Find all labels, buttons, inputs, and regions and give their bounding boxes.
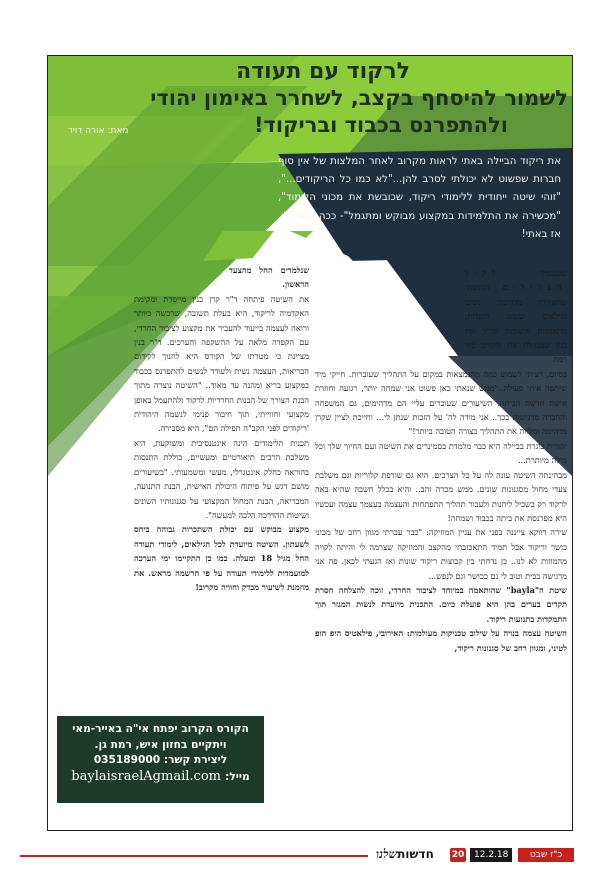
col-right-p6: שיטת ה"bayla" שהותאמה במיוחד לציבור החרדי, זוכה להצלחה חסרת תקדים בערים בהן היא פועלת כיום. התכנית מיועדת לנשות המגזר תוך התמקדות בתנועות ריקוד. [315, 584, 567, 624]
article-column-left [134, 263, 309, 594]
footer-brand [376, 847, 434, 862]
page-number: 20 [451, 850, 465, 860]
intro-paragraph: את ריקוד הביילה באתי לראות מקרוב לאחר המלצות של אין סוף חברות שפשוט לא יכולתי לסרב להן..."לא כמו כל הריקודים...", "זוהי שיטה ייחודית ללימודי ריקוד, שכובשת את מכוני הלימוד", "מכשירה את התלמידות במקצוע מבוקש ומתגמל"- ככה אמרו לי. אז באתי! [278, 156, 561, 240]
phone-number[interactable]: 035189000 [93, 754, 161, 766]
title-line-3: ולהתפרנס בכבוד ובריקוד! [253, 113, 508, 137]
contact-mail-row [57, 769, 264, 786]
col-right-p7: השיטה עצמה בנויה על שילוב טכניקות מעולמות: האירובי, פילאטיס היפ הופ לטיני, ומגוון רחב של סגנונות ריקוד, [315, 628, 567, 653]
col-right-p4: מבחינתה השיטה עונה לה על כל הצרכים. היא גם שורפת קלוריות וגם משלבת צעדי מחול מסגנונות שונים. ממש מכרה זהב.. והיא בכלל חשבה שהיא באה לרקוד רק בשביל ליהנות ולעבור תהליך התפתחות והעצמה בעצמך עצמה ועכשיו היא מפרנסת את ביתה בכבוד ושמחה! [315, 469, 567, 523]
contact-line-2: ויתקיים בחזון איש, רמת גן. [94, 738, 227, 751]
phone-label: ליצירת קשר: [163, 754, 228, 766]
contact-box [57, 716, 264, 803]
byline: מאת: אורה דויד [68, 126, 129, 136]
col-right-p2: בסיום, רציתי לשמוע כמה מהנמצאות במקום על התהליך שעוברות. חייקי מיד שיתפה איתי פעולה.."ממש שנאתי כאן פשוט אני שמחה יותר, רגועה וחוזרת אישה חדשה הביתה. השיעורים שעוברים עליי הם מדהימים, גם המשפחה והחברה מרגישות בכך.. אני מודה לה' על הזכות שנתן לי... וחייכת לציין שקרן מדהימה ומלווה את התהליך בצורה הטובה ביותר!" [315, 368, 567, 437]
col-right-p1-plain: שנכנסתי [540, 268, 567, 278]
col-left-p4: מקצוע מבוקש עם יכולת השתכרות גבוהה ביחס לשעתון. השיטה מיועדת לכל הגילאים, לימודי תעודה החל מגיל 18 ומעלה. כמו כן התקיימו ימי הערכה למועמדות ללימודי תעודה על פי הרשמה מראש. את מוזמנת לשיעור מבדק וחוויה מקרוב! [134, 524, 309, 592]
col-right-p1-spaced: לקול הצלילים [465, 268, 567, 293]
brand-suffix: שלנו [376, 847, 398, 861]
col-right-p5: שירה דווקא צייננה בפני את עניין המוזיקה: "כבר עברתי מגוון רחב של מכוני כושר וריקוד אבל תמיד התאכזבתי מהקצב והמוזיקה שצרמה לי והיתה לקויה מהמוזות לא לנו.. כן נדחתי בין קבוצות ריקוד שונות ואז הגעתי לכאן. פה אני מרגישה בבית וטוב לי גם ככושר וגם לנפש... [315, 527, 567, 581]
contact-phone-row [57, 753, 264, 769]
footer-date: 12.2.18 [470, 848, 512, 862]
footer-rule [20, 855, 368, 857]
brand-name: חדשות [397, 847, 434, 861]
col-left-p1: שנלמדים החל מהצעד הראשון. [229, 265, 309, 290]
article-column-right [315, 266, 567, 655]
col-right-p3: יהודית בוגרת בביילה היא כבר מלמדת בסמינרים את השיטה ועם החיוך שלך וכל מילה מיותרת... [315, 440, 567, 466]
footer-hebrew-date: כ"ז שבט [518, 848, 574, 862]
col-left-p2: את השיטה פיתחה ד"ר קרן בנין מייסדת ומקימת האקדמיה לריקוד, היא בעלת תשובה, שרכשה ביותר ורואה לעצמה כייעוד להעביר את מקצוע לציבור החרדי, עם הקפדה מלאה על ההשקפה והערכים. ד"ר בנין מציינת כי מטרתו של הקורס היא לחנוך לקידום הבריאות, העצמה נשית ולעודד לנשים להתפרנס בכבוד במקצוע בריא ומהנה עד מאוד.. "השיטה נוצרה מתוך הבנת הצורך של הבנות החרדיות לרקוד ולהתעמל באופן מקצועי וחווייתי, תוך חיבור פנימי לנשמה היהודית 'ריקודים לפני הקב"ה תפילה הם", היא מסבירה. [134, 293, 309, 434]
email-address[interactable]: baylaisraelAgmail.com [71, 768, 221, 784]
col-left-p3: תכנית הלימודים הינה אינטנסיבית ומשוקעת, היא משלבת הרבים תיאורטיים ומעשיים, כוללת התנסות בהוראה כחלק אינטגרלי, מעשי ומשמעותי. "בשיעורים מושם דגש על פיתוח היכולת האישית, הבנת התנועה, המבריאה, הבנת המחול המקצועי על סגנונותיו השונים ושיטות ההדרכה הלכה למעשה". [134, 437, 309, 520]
title-line-1: לרקוד עם תעודה [236, 59, 410, 84]
page-footer [0, 847, 614, 871]
title-line-2: לשמור להיסחף בקצב, לשחרר באימון יהודי [150, 86, 568, 110]
mail-label: מייל: [225, 770, 250, 783]
article-frame [47, 55, 573, 831]
contact-line-1: הקורס הקרוב יפתח אי"ה באייר-מאי [72, 723, 249, 735]
col-right-p1-rest: הרגשתי שהאווירה מדהימה. נשים בגילאים שונים רוקדות, מתאמנות וקשובות לד"ר קרן בנין שמנהלת את הקורס ביד רמה. [465, 282, 567, 365]
